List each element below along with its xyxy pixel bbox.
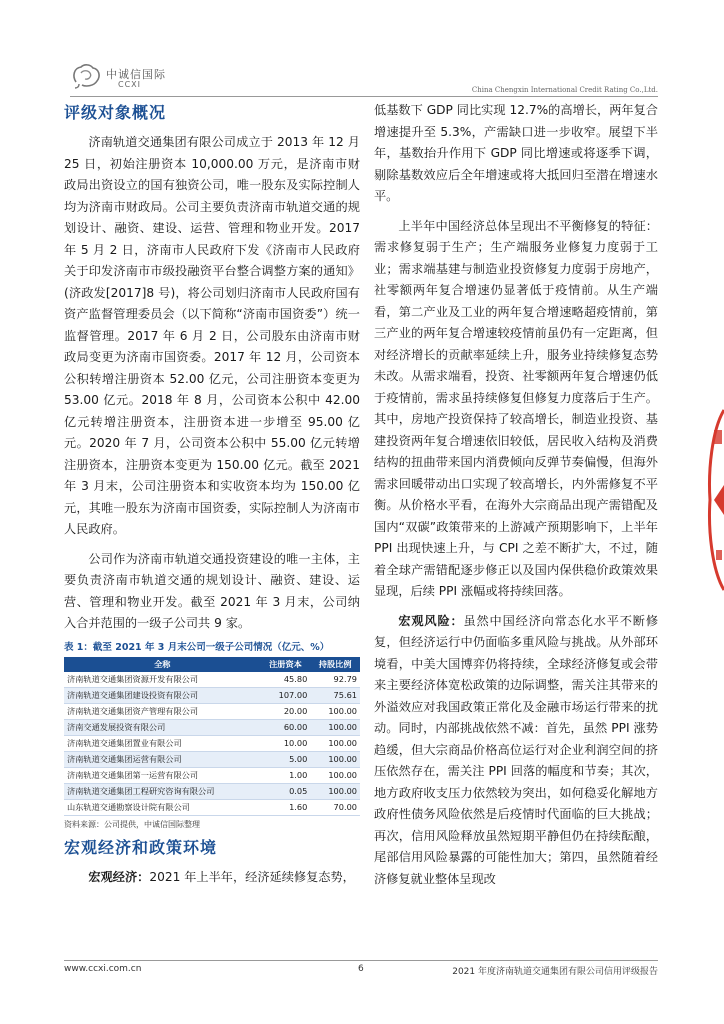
table-row: [64, 735, 360, 751]
paragraph-gdp-growth: 低基数下 GDP 同比实现 12.7%的高增长，两年复合增速提升至 5.3%，产需缺口进一步收窄。展望下半年，基数抬升作用下 GDP 同比增速或将逐季下调，剔除基数效应后全年增速或将大抵回归至潜在增速水平。: [374, 103, 658, 203]
cell-capital: 10.00: [261, 735, 311, 751]
cell-ratio: 100.00: [310, 719, 360, 735]
cell-ratio: 100.00: [310, 703, 360, 719]
table-row: [64, 751, 360, 767]
paragraph-macro-risk: [374, 611, 658, 891]
paragraph-uneven-recovery: 上半年中国经济总体呈现出不平衡修复的特征：需求修复弱于生产；生产端服务业修复力度弱于工业；需求端基建与制造业投资修复力度弱于房地产，社零额两年复合增速仍显著低于疫情前。从生产端看，第二产业及工业的两年复合增速略超疫情前，第三产业的两年复合增速较疫情前虽仍有一定距离，但对经济增长的贡献率延续上升，服务业持续修复态势未改。从需求端看，投资、社零额两年复合增速仍低于疫情前，需求虽持续修复但修复力度落后于生产。其中，房地产投资保持了较高增长，制造业投资、基建投资两年复合增速依旧较低，居民收入结构及消费结构的扭曲带来国内消费倾向反弹节奏偏慢，但海外需求回暖带动出口实现了较高增长，内外需修复不平衡。从价格水平看，在海外大宗商品出现产需错配及国内“双碳”政策带来的上游减产预期影响下，上半年 PPI 出现快速上升，与 CPI 之差不断扩大，不过，随着全球产需错配逐步修正以及国内保供稳价政策效果显现，后续 PPI 涨幅或将持续回落。: [374, 218, 658, 598]
table-header-row: [64, 657, 360, 672]
cell-ratio: 100.00: [310, 783, 360, 799]
cell-name: 济南轨道交通集团资源开发有限公司: [64, 672, 261, 688]
table-caption: 表 1：截至 2021 年 3 月末公司一级子公司情况（亿元、%）: [64, 641, 330, 653]
cell-capital: 20.00: [261, 703, 311, 719]
cell-capital: 0.05: [261, 783, 311, 799]
page-header: [70, 60, 658, 94]
cell-name: 济南轨道交通集团工程研究咨询有限公司: [64, 783, 261, 799]
subsidiaries-table: [64, 657, 360, 816]
cell-capital: 107.00: [261, 687, 311, 703]
table-source-note: 资料来源：公司提供，中诚信国际整理: [64, 819, 200, 829]
table-row: [64, 783, 360, 799]
header-share-ratio: 持股比例: [310, 657, 360, 672]
right-column: [374, 100, 658, 890]
cell-name: 济南轨道交通集团置业有限公司: [64, 735, 261, 751]
macro-risk-text: 虽然中国经济向常态化水平不断修复，但经济运行中仍面临多重风险与挑战。从外部环境看，中美大国博弈仍将持续，全球经济修复或会带来主要经济体宽松政策的边际调整，需关注其带来的外溢效应对我国政策正常化及金融市场运行带来的扰动。同时，内部挑战依然不减：首先，虽然 PPI 涨势趋缓，但大宗商品价格高位运行对企业利润空间的挤压依然存在，需关注 PPI 回落的幅度和节奏；其次，地方政府收支压力依然较为突出，如何稳妥化解地方政府性债务风险依然是后疫情时代面临的巨大挑战；再次，信用风险释放虽然短期平静但仍在持续酝酿，尾部信用风险暴露的可能性加大；第四，虽然随着经济修复就业整体呈现改: [374, 613, 659, 886]
company-english-name: China Chengxin International Credit Rating Co.,Ltd.: [471, 86, 658, 94]
cell-ratio: 75.61: [310, 687, 360, 703]
table-row: [64, 703, 360, 719]
header-full-name: 全称: [64, 657, 261, 672]
cell-name: 济南轨道交通集团资产管理有限公司: [64, 703, 261, 719]
cell-capital: 60.00: [261, 719, 311, 735]
left-column: [64, 100, 360, 888]
cell-ratio: 92.79: [310, 672, 360, 688]
section-title-rating-object: 评级对象概况: [64, 103, 167, 122]
footer-page-number: 6: [358, 964, 364, 974]
cell-name: 济南轨道交通集团建设投资有限公司: [64, 687, 261, 703]
footer-divider: [64, 960, 658, 961]
table-row: [64, 767, 360, 783]
seal-stamp-edge-icon: [706, 400, 724, 600]
macro-risk-lead: 宏观风险：: [398, 613, 464, 628]
cell-ratio: 70.00: [310, 799, 360, 815]
section-title-macro-environment: 宏观经济和政策环境: [64, 837, 218, 857]
paragraph-company-history: 济南轨道交通集团有限公司成立于 2013 年 12 月 25 日，初始注册资本 10,000.00 万元，是济南市财政局出资设立的国有独资公司，唯一股东及实际控制人均为济南市财政局。公司主要负责济南市轨道交通的规划设计、融资、建设、运营、管理和物业开发。2017 年 5 月 2 日，济南市人民政府下发《济南市人民政府关于印发济南市市级投融资平台整合调整方案的通知》(济政发[2017]8 号)，将公司划归济南市人民政府国有资产监督管理委员会（以下简称“济南市国资委”）统一监督管理。2017 年 6 月 2 日，公司股东由济南市财政局变更为济南市国资委。2017 年 12 月，公司资本公积转增注册资本 52.00 亿元，公司注册资本变更为 53.00 亿元。2018 年 8 月，公司资本公积中 42.00 亿元转增注册资本，注册资本进一步增至 95.00 亿元。2020 年 7 月，公司资本公积中 55.00 亿元转增注册资本，注册资本变更为 150.00 亿元。截至 2021 年 3 月末，公司注册资本和实收资本均为 150.00 亿元，其唯一股东为济南市国资委，实际控制人为济南市人民政府。: [64, 135, 360, 536]
cell-ratio: 100.00: [310, 751, 360, 767]
cell-name: 济南轨道交通集团第一运营有限公司: [64, 767, 261, 783]
cell-name: 济南交通发展投资有限公司: [64, 719, 261, 735]
ccxi-logo-icon: [70, 62, 102, 90]
cell-ratio: 100.00: [310, 767, 360, 783]
table-row: [64, 719, 360, 735]
table-row: [64, 687, 360, 703]
table-row: [64, 799, 360, 815]
cell-name: 济南轨道交通集团运营有限公司: [64, 751, 261, 767]
cell-capital: 1.00: [261, 767, 311, 783]
logo-chinese-text: 中诚信国际: [106, 68, 166, 81]
cell-capital: 5.00: [261, 751, 311, 767]
macro-economy-lead: 宏观经济：: [88, 869, 150, 884]
table-row: [64, 672, 360, 688]
cell-name: 山东轨道交通勘察设计院有限公司: [64, 799, 261, 815]
header-divider: [70, 96, 658, 97]
footer-website: www.ccxi.com.cn: [64, 964, 142, 974]
cell-capital: 45.80: [261, 672, 311, 688]
header-registered-capital: 注册资本: [261, 657, 311, 672]
cell-ratio: 100.00: [310, 735, 360, 751]
paragraph-macro-economy-start: [64, 867, 360, 889]
macro-economy-text: 2021 年上半年，经济延续修复态势，: [149, 869, 355, 884]
paragraph-company-role: 公司作为济南市轨道交通投资建设的唯一主体，主要负责济南市轨道交通的规划设计、融资、建设、运营、管理和物业开发。截至 2021 年 3 月末，公司纳入合并范围的一级子公司共 9 家。: [64, 551, 360, 630]
footer-report-title: 2021 年度济南轨道交通集团有限公司信用评级报告: [452, 967, 658, 977]
logo-english-text: CCXI: [118, 80, 142, 89]
cell-capital: 1.60: [261, 799, 311, 815]
